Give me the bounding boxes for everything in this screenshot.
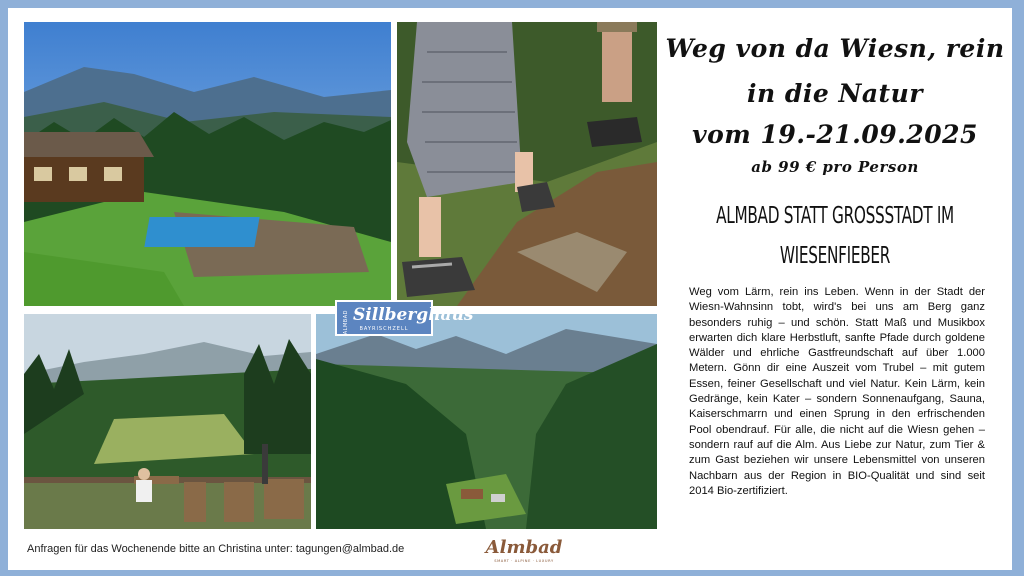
body-text: Weg vom Lärm, rein ins Leben. Wenn in der Stadt der Wiesn-Wahnsinn tobt, wird's bei uns am Berg ganz besonders ruhig – und schön. Statt Maß und Musikbox erwarten dich klare Herbstluft, sanfte Pfade durch goldene Wälder und ehrliche Gastfreundschaft auf über 1.000 Metern. Gönn dir eine Auszeit vom Trubel – mit gutem Essen, feiner Gesellschaft und viel Natur. Kein Lärm, kein Gedränge, kein Kater – sondern Sonnenaufgang, Sauna, Kaiserschmarrn und einen Sprung in den erfrischenden Pool obendrauf. Für alle, die nicht auf die Wiesn gehen – sondern rauf auf die Alm. Aus Liebe zur Natur, zum Tier & zum Gast beziehen wir unsere Lebensmittel von unseren Nachbarn aus der Region in BIO-Qualität und sind seit 2014 Bio-zertifiziert.	[689, 286, 985, 497]
photo-hiking-trail	[397, 22, 657, 306]
subheadline-line-2: WIESENFIEBER	[779, 242, 891, 270]
photo-aerial-valley	[316, 314, 657, 529]
logo-tagline: SMART · ALPINE · LUXURY	[494, 559, 554, 563]
headline-line-2: in die Natur	[747, 79, 923, 108]
headline-price: ab 99 € pro Person	[751, 158, 919, 176]
badge-subtitle: BAYRISCHZELL	[359, 326, 409, 332]
sillberghaus-badge	[335, 300, 474, 336]
headline-line-1: Weg von da Wiesn, rein	[665, 34, 1005, 63]
badge-small-label: ALMBAD	[343, 310, 349, 335]
photo-mountain-terrace	[24, 314, 311, 529]
headline-date: vom 19.-21.09.2025	[692, 120, 978, 149]
almbad-logo	[478, 536, 570, 564]
photo-chalet-pool	[24, 22, 391, 306]
subheadline-line-1: ALMBAD STATT GROSSSTADT IM	[716, 202, 954, 230]
badge-title: Sillberghaus	[353, 305, 474, 325]
contact-text: Anfragen für das Wochenende bitte an Christina unter: tagungen@almbad.de	[27, 543, 405, 555]
logo-wordmark: Almbad	[485, 537, 563, 558]
